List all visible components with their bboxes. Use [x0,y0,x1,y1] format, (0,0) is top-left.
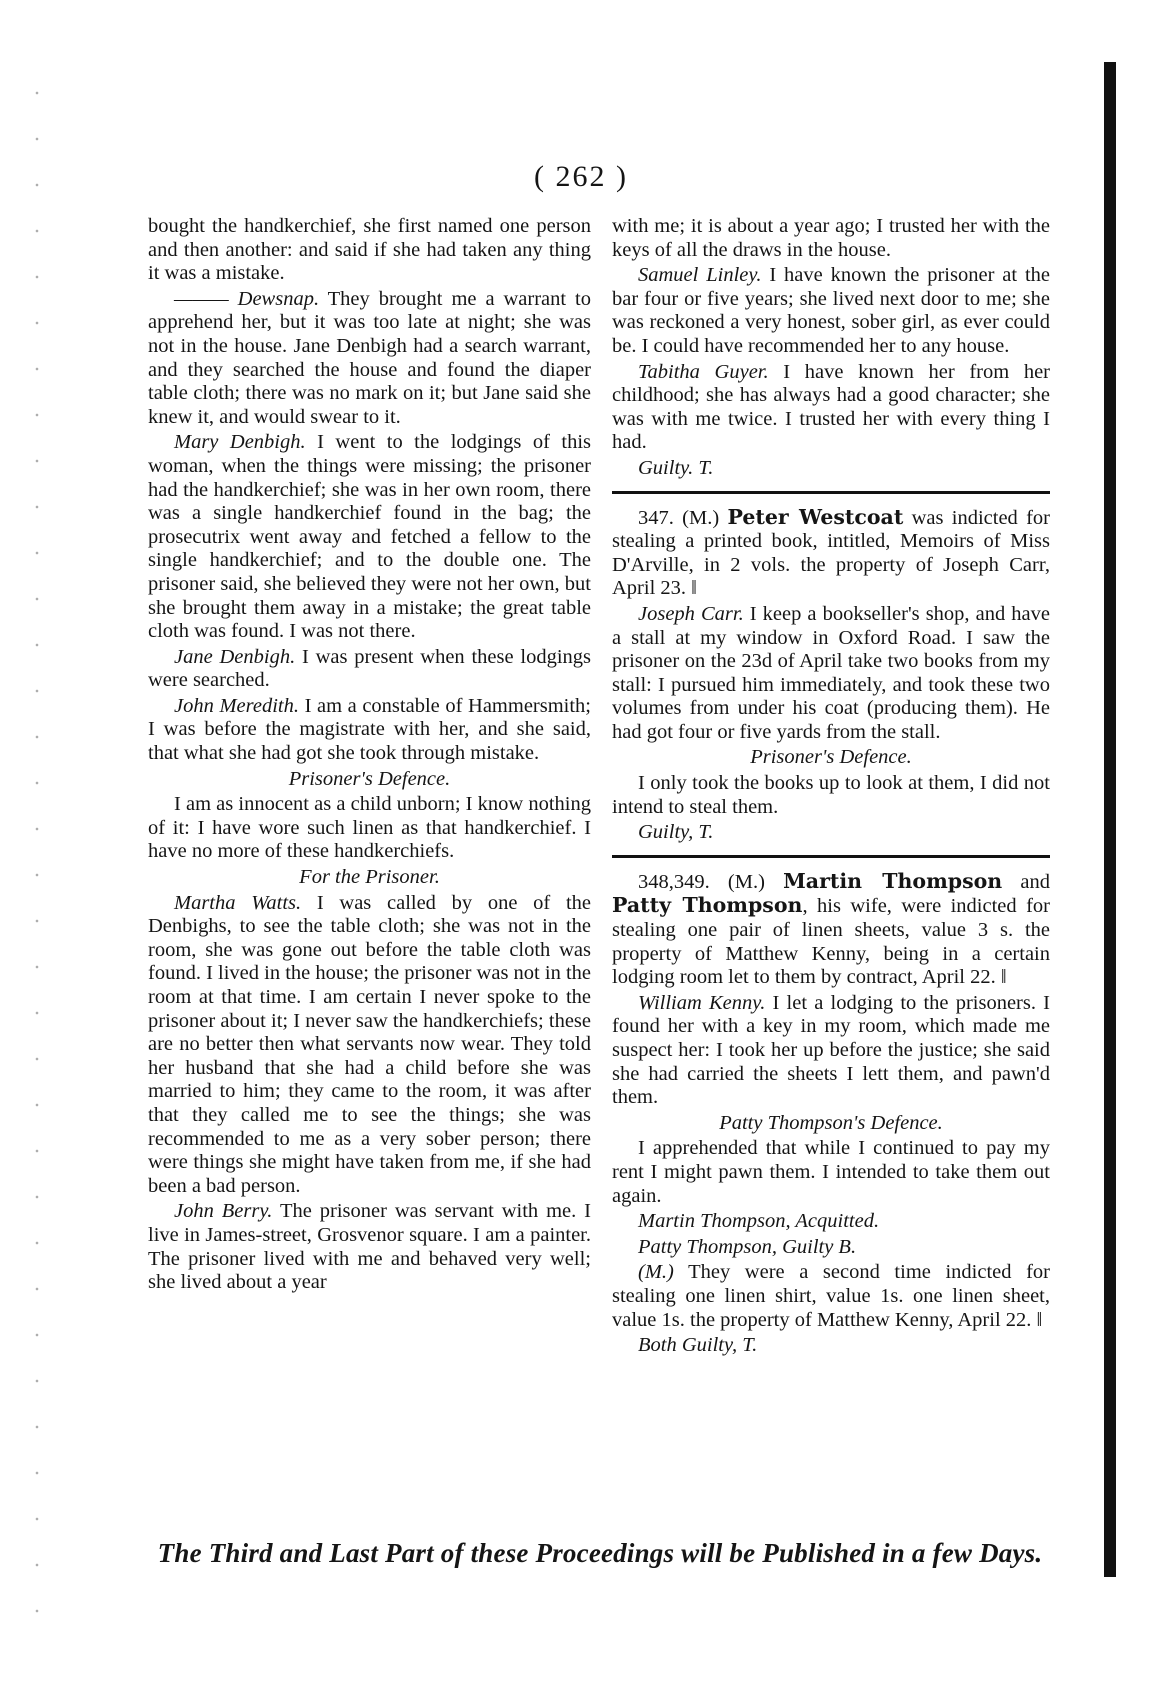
speaker-name: William Kenny. [638,991,766,1014]
verdict-line [638,457,1050,481]
testimony-text: I am as innocent as a child unborn; I know nothing of it: I have wore such linen as that handkerchief. I have no more of these handkerchiefs. [148,793,591,863]
testimony-text: I was called by one of the Denbighs, to see the table cloth; she was not in the room, she was gone out before the table cloth was found. I lived in the house; the prisoner was not in the room at that time. I am certain I never spoke to the prisoner about it; I never saw the handkerchiefs; these are no better then what servants now wear. They told her husband that she had a child before she was married to him; they came to the room, it was after that they called me to see the things; she was recommended to me as a very sober person; there were things she might have taken from me, if she had been a bad person. [148,891,591,1197]
testimony-paragraph [148,793,591,864]
case-number: 348,349. (M.) [638,870,784,893]
verdict-line [638,821,1050,845]
testimony-paragraph [148,695,591,766]
verdict-line [638,1236,1050,1260]
verdict-text: Both Guilty, T. [638,1334,758,1357]
testimony-paragraph [148,288,591,430]
speaker-name: Mary Denbigh. [174,431,306,454]
verdict-line [638,1210,1050,1234]
testimony-paragraph [612,992,1050,1110]
defendant-name: Peter Westcoat [727,504,904,529]
section-heading: Prisoner's Defence. [750,746,912,769]
speaker-name: Joseph Carr. [638,602,744,625]
testimony-text: with me; it is about a year ago; I trusted her with the keys of all the draws in the house. [612,215,1050,261]
testimony-paragraph [612,215,1050,262]
testimony-paragraph [612,264,1050,358]
defendant-name: Martin Thompson [783,868,1003,893]
speaker-name: (M.) [638,1261,674,1284]
verdict-text: Guilty, T. [638,821,714,844]
case-text: , his wife, were indicted for stealing one pair of linen sheets, value 3 s. the property of Matthew Kenny, being in a certain lodging room let to them by contract, April 22. ‖ [612,895,1050,989]
section-heading: Prisoner's Defence. [288,767,451,790]
case-paragraph [612,870,1050,990]
case-text: was indicted for stealing a printed book, intitled, Memoirs of Miss D'Arville, in 2 vols. the property of Joseph Carr, April 23. ‖ [612,506,1050,600]
speaker-name: Tabitha Guyer. [638,360,769,383]
testimony-paragraph [612,772,1050,819]
verdict-text: Patty Thompson, Guilty B. [638,1235,857,1258]
testimony-text: I went to the lodgings of this woman, when the things were missing; the prisoner had the handkerchief; she was in her own room, there was a single handkerchief found in the bag; the prosecutrix went away and fetched a fellow to the single handkerchief; and to the double one. The prisoner said, she believed they were not her own, but she brought them away in a mistake; the great table cloth was found. I was not there. [148,431,591,643]
case-divider [612,491,1050,494]
left-column [148,215,591,1297]
verdict-line [638,1334,1050,1358]
footer-note: The Third and Last Part of these Proceedings will be Published in a few Days. [157,1538,1043,1568]
testimony-text: I was present when these lodgings were searched. [148,645,591,692]
testimony-paragraph [612,1137,1050,1208]
testimony-paragraph [148,646,591,693]
verdict-text: Guilty. T. [638,456,714,479]
right-column [612,215,1050,1360]
speaker-name: ——— Dewsnap. [174,287,320,310]
case-text: and [1002,870,1050,893]
verdict-text: Martin Thompson, Acquitted. [638,1210,880,1233]
testimony-text: They brought me a warrant to apprehend her, but it was too late at night; she was not in the house. Jane Denbigh had a search warrant, and they searched the house and found the diaper table cloth; there was no mark on it; but Jane said she knew it, and would swear to it. [148,287,591,428]
page-margin-specks [34,70,40,1630]
testimony-text: I am a constable of Hammersmith; I was before the magistrate with her, and she said, that what she had got she took through mistake. [148,694,592,765]
section-heading: For the Prisoner. [299,866,440,889]
testimony-text: They were a second time indicted for stealing one linen shirt, value 1s. one linen sheet, value 1s. the property of Matthew Kenny, April 22. ‖ [612,1261,1050,1331]
testimony-paragraph [612,361,1050,455]
testimony-paragraph [612,1261,1050,1332]
testimony-text: bought the handkerchief, she first named one person and then another: and said if she had taken any thing it was a mistake. [148,215,591,285]
speaker-name: John Berry. [174,1200,273,1223]
case-divider [612,855,1050,858]
testimony-text: The prisoner was servant with me. I live in James-street, Grosvenor square. I am a painter. The prisoner lived with me and behaved very well; she lived about a year [148,1200,591,1294]
speaker-name: Samuel Linley. [638,264,762,287]
testimony-text: I have known the prisoner at the bar four or five years; she lived next door to me; she was reckoned a very honest, sober girl, as ever could be. I could have recommended her to any house. [612,264,1050,357]
speaker-name: John Meredith. [174,694,299,717]
page-number: ( 262 ) [534,160,628,193]
case-number: 347. (M.) [638,506,728,529]
section-heading: Patty Thompson's Defence. [719,1111,943,1134]
defendant-name: Patty Thompson [612,893,803,918]
testimony-text: I keep a bookseller's shop, and have a stall at my window in Oxford Road. I saw the prisoner on the 23d of April take two books from my stall: I pursued him immediately, and took these two volumes from under his coat (producing them). He had got four or five yards from the stall. [612,602,1050,743]
speaker-name: Jane Denbigh. [174,645,296,668]
testimony-paragraph [612,603,1050,745]
testimony-paragraph [148,892,591,1199]
testimony-paragraph [148,431,591,643]
testimony-paragraph [148,215,591,286]
testimony-text: I have known her from her childhood; she has always had a good character; she was with me twice. I trusted her with every thing I had. [612,360,1050,454]
testimony-text: I apprehended that while I continued to pay my rent I might pawn them. I intended to take them out again. [612,1137,1050,1207]
testimony-paragraph [148,1200,591,1294]
testimony-text: I only took the books up to look at them, I did not intend to steal them. [612,772,1050,818]
case-paragraph [612,506,1050,601]
testimony-text: I let a lodging to the prisoners. I found her with a key in my room, which made me suspect her: I took her up before the justice; she said she had carried the sheets I lett them, and pawn'd them. [612,991,1050,1109]
speaker-name: Martha Watts. [174,891,302,914]
page-right-border [1104,62,1116,1577]
